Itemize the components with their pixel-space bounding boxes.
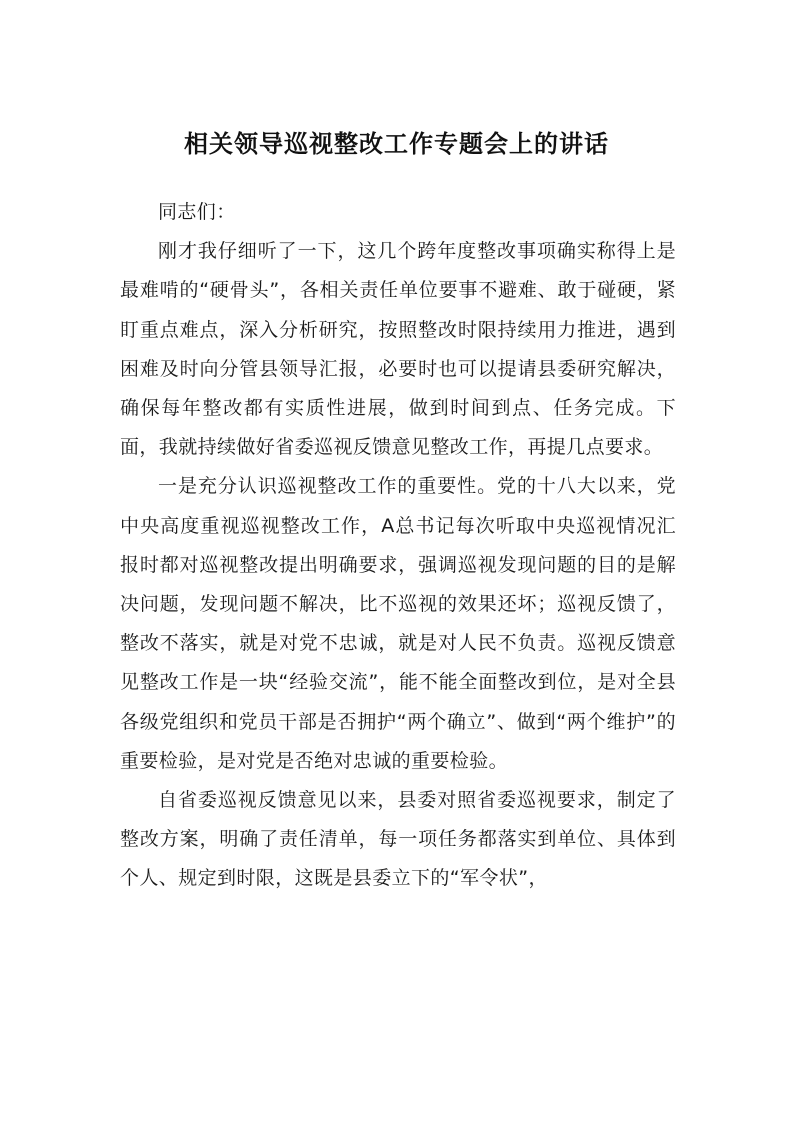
paragraph: 自省委巡视反馈意见以来，县委对照省委巡视要求，制定了整改方案，明确了责任清单，每一项任务都落实到单位、具体到个人、规定到时限，这既是县委立下的“军令状”， <box>120 789 676 890</box>
document-title: 相关领导巡视整改工作专题会上的讲话 <box>184 129 609 158</box>
paragraph: 一是充分认识巡视整改工作的重要性。党的十八大以来，党中央高度重视巡视整改工作，A总书记每次听取中央巡视情况汇报时都对巡视整改提出明确要求，强调巡视发现问题的目的是解决问题，发现问题不解决，比不巡视的效果还坏；巡视反馈了，整改不落实，就是对党不忠诚，就是对人民不负责。巡视反馈意见整改工作是一块“经验交流”，能不能全面整改到位，是对全县各级党组织和党员干部是否拥护“两个确立”、做到“两个维护”的重要检验，是对党是否绝对忠诚的重要检验。 <box>120 475 676 772</box>
document-body <box>120 193 676 899</box>
paragraph: 刚才我仔细听了一下，这几个跨年度整改事项确实称得上是最难啃的“硬骨头”，各相关责任单位要事不避难、敢于碰硬，紧盯重点难点，深入分析研究，按照整改时限持续用力推进，遇到困难及时向分管县领导汇报，必要时也可以提请县委研究解决，确保每年整改都有实质性进展，做到时间到点、任务完成。下面，我就持续做好省委巡视反馈意见整改工作，再提几点要求。 <box>120 240 676 459</box>
salutation: 同志们： <box>158 201 236 223</box>
